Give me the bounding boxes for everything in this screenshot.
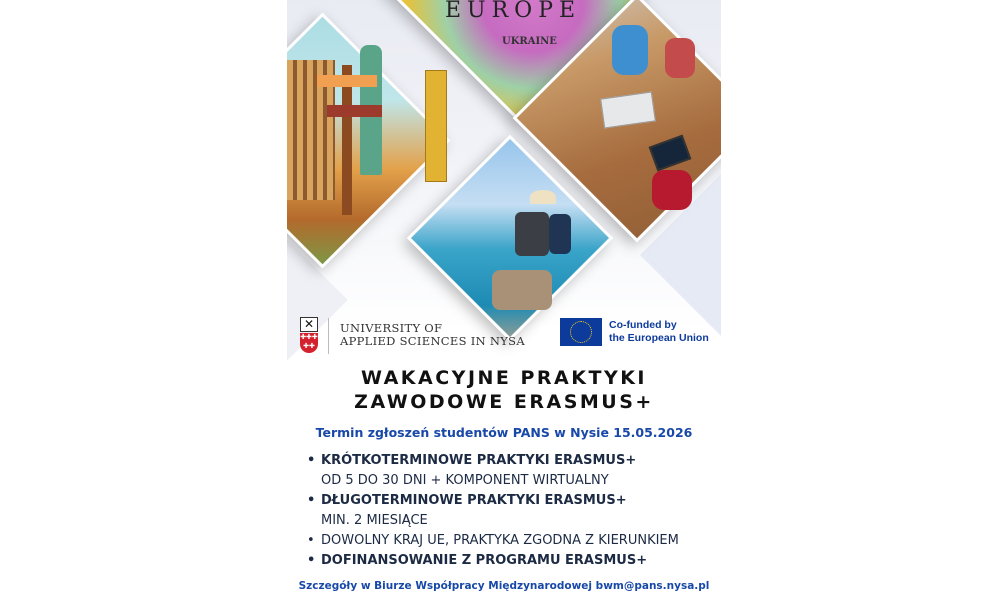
bullet-any-country: • DOWOLNY KRAJ UE, PRAKTYKA ZGODNA Z KIERUNKIEM bbox=[307, 531, 721, 551]
big-ben-illustration bbox=[425, 70, 447, 182]
university-crest-logo bbox=[300, 317, 318, 353]
logo-divider bbox=[328, 318, 329, 354]
crest-icon: ✕ bbox=[300, 317, 318, 332]
traveler-figure bbox=[515, 212, 549, 256]
bullet-long-term-detail: MIN. 2 MIESIĄCE bbox=[321, 513, 428, 528]
bullet-funding: • DOFINANSOWANIE Z PROGRAMU ERASMUS+ bbox=[307, 551, 721, 571]
eu-text-line2: the European Union bbox=[609, 332, 709, 344]
eu-stars-icon bbox=[570, 321, 592, 343]
title-line1: WAKACYJNE PRAKTYKI bbox=[361, 367, 647, 389]
sign-arrow bbox=[327, 105, 382, 117]
backpack-illustration bbox=[549, 214, 571, 254]
hat-illustration bbox=[530, 190, 556, 204]
application-deadline: Termin zgłoszeń studentów PANS w Nysie 15.05.2026 bbox=[315, 425, 693, 440]
erasmus-poster bbox=[287, 0, 721, 600]
contact-footer: Szczegóły w Biurze Współpracy Międzynarodowej bwm@pans.nysa.pl bbox=[298, 580, 710, 592]
sign-arrow bbox=[317, 75, 377, 87]
eu-flag-icon bbox=[560, 318, 602, 346]
bullet-long-term: • DŁUGOTERMINOWE PRAKTYKI ERASMUS+ bbox=[307, 491, 721, 511]
map-label-ukraine: UKRAINE bbox=[502, 36, 557, 47]
student-figure bbox=[612, 25, 648, 75]
signpost-illustration bbox=[342, 65, 352, 215]
bullet-short-term-detail: OD 5 DO 30 DNI + KOMPONENT WIRTUALNY bbox=[321, 473, 609, 488]
student-figure bbox=[665, 38, 695, 78]
student-figure bbox=[652, 170, 692, 210]
university-name-line2: APPLIED SCIENCES IN NYSA bbox=[340, 334, 525, 348]
rock-illustration bbox=[492, 270, 552, 310]
shield-icon: ✚✚✚ ✚✚ bbox=[300, 333, 318, 353]
map-label-europe: EUROPE bbox=[445, 0, 582, 23]
eu-text-line1: Co-funded by bbox=[609, 319, 677, 331]
poster-title bbox=[287, 366, 721, 414]
bullet-short-term: • KRÓTKOTERMINOWE PRAKTYKI ERASMUS+ bbox=[307, 451, 721, 471]
eu-cofunded-text bbox=[609, 319, 709, 345]
university-name bbox=[340, 322, 525, 348]
university-name-line1: UNIVERSITY OF bbox=[340, 321, 443, 335]
bullet-list bbox=[307, 451, 721, 571]
logo-row bbox=[287, 312, 721, 358]
title-line2: ZAWODOWE ERASMUS+ bbox=[354, 391, 654, 413]
